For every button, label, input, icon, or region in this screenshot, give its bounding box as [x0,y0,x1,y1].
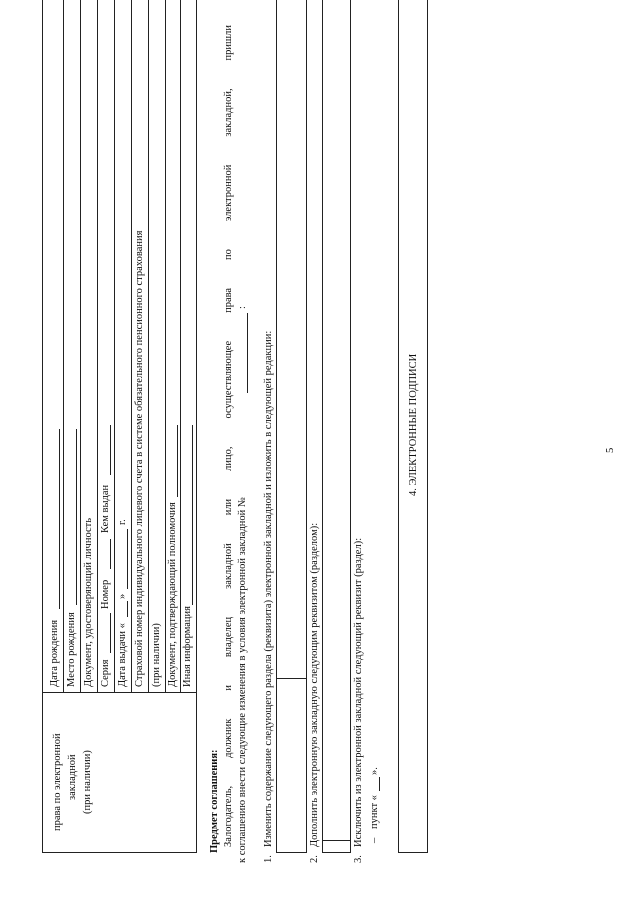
row-line [114,0,115,693]
item1-number: 1. [263,855,274,863]
item2-table-left [322,852,350,853]
item1-table-bottom [306,0,307,853]
row-line [80,0,81,693]
birth-place-label: Место рождения [66,612,77,687]
item3-point-dash: – [369,837,380,843]
item2-table-top [322,0,323,853]
item1-text: Изменить содержание следующего раздела (реквизита) электронной закладной и изложить в следующей редакции: [263,330,274,847]
owner-label-line2: закладной [67,754,78,800]
table-top-border [42,0,43,853]
agreement-line2-suffix: : [237,306,248,309]
issue-year-suffix: г. [117,519,128,525]
snils-note: (при наличии) [151,623,162,687]
item3-text: Исключить из электронной закладной следующий реквизит (раздел): [353,537,364,847]
row-line [97,0,98,693]
number-label: Номер [100,579,111,609]
birth-date-underline [59,429,60,609]
owner-label-line1: права по электронной [52,733,63,831]
row-line [180,0,181,693]
agreement-number-underline [247,313,248,393]
issue-month-underline [127,529,128,589]
item1-table-top [276,0,277,853]
authority-underline [177,425,178,497]
birth-date-label: Дата рождения [49,619,60,687]
snils-label: Страховой номер индивидуального лицевого счета в системе обязательного пенсионного страхования [134,230,145,687]
item2-text: Дополнить электронную закладную следующим реквизитом (разделом): [309,522,320,847]
item1-table-divider [276,678,306,679]
number-underline [110,539,111,569]
id-document-label: Документ, удостоверяющий личность [83,518,94,687]
item3-point-suffix: ». [369,767,380,775]
issue-date-label: Дата выдачи « [117,623,128,687]
section4-title: 4. ЭЛЕКТРОННЫЕ ПОДПИСИ [408,353,419,496]
issue-date-quote-close: » [117,593,128,599]
table-column-divider [42,692,196,693]
authority-document-label: Документ, подтверждающий полномочия [167,502,178,687]
agreement-line1: Залогодатель, должник и владелец закладной или лицо, осуществляющее права по электронной закладной, пришли [223,25,234,847]
item2-number: 2. [309,855,320,863]
agreement-heading: Предмет соглашения: [209,749,220,853]
birth-place-underline [76,429,77,605]
series-underline [110,613,111,653]
row-line [131,0,132,693]
table-left-border [42,852,196,853]
other-info-label: Иная информация [182,605,193,687]
owner-label-line3: (при наличии) [82,750,93,814]
item2-table-bottom [350,0,351,853]
other-info-underline [192,425,193,605]
item2-table-divider [322,840,350,841]
issue-day-underline [127,601,128,617]
item1-table-left [276,852,306,853]
table-bottom-border [196,0,197,853]
row-line [63,0,64,693]
agreement-line2-prefix: к соглашению внести следующие изменения в условия электронной закладной № [237,497,248,863]
issued-by-underline [110,425,111,475]
signatures-box [398,0,428,853]
row-line [148,0,149,693]
item3-point-prefix: пункт « [369,795,380,829]
page-number: 5 [605,447,616,453]
item3-point-underline [379,777,380,791]
issued-by-label: Кем выдан [100,484,111,533]
series-label: Серия [100,659,111,687]
item3-number: 3. [353,855,364,863]
